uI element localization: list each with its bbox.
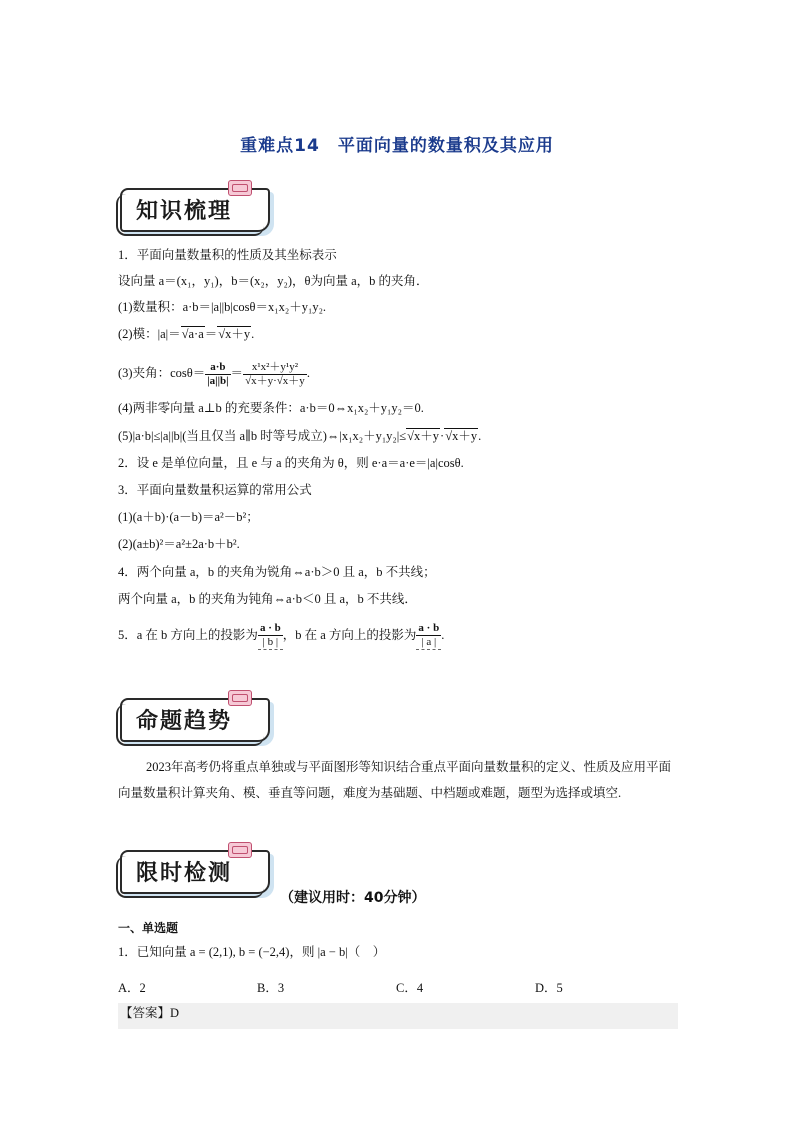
knowledge-line-12: 4．两个向量 a，b 的夹角为锐角⇔a·b＞0 且 a，b 不共线； xyxy=(118,565,436,579)
cauchy-inequality-text: (5)|a·b|≤|a||b|(当且仅当 a∥b 时等号成立)⇔|x₁x₂＋y₁y₂|≤ xyxy=(118,429,407,443)
angle-label: (3)夹角：cosθ＝ xyxy=(118,366,206,380)
option-a[interactable]: A．2 xyxy=(118,981,146,995)
modulus-label: (2)模：|a|＝ xyxy=(118,327,181,341)
suggested-time: （建议用时：40分钟） xyxy=(280,890,426,906)
projection-fraction-1 xyxy=(258,622,283,650)
period: . xyxy=(478,429,482,443)
cos-fraction-2 xyxy=(243,361,307,388)
knowledge-line-4 xyxy=(118,325,254,343)
answer-box: 【答案】D xyxy=(118,1003,678,1029)
equals-sign: ＝ xyxy=(204,327,218,341)
option-b[interactable]: B．3 xyxy=(257,981,285,995)
knowledge-line-1: 1．平面向量数量积的性质及其坐标表示 xyxy=(118,248,337,262)
section-title-test: 限时检测 xyxy=(136,860,233,886)
trend-paragraph: 2023年高考仍将重点单独或与平面图形等知识结合重点平面向量数量积的定义、性质及应用平面向量数量积计算夹角、模、垂直等问题，难度为基础题、中档题或难题，题型为选择或填空. xyxy=(118,760,672,800)
projection-text-1: 5．a 在 b 方向上的投影为 xyxy=(118,628,258,642)
period: . xyxy=(251,327,255,341)
sqrt-x-plus-y: √x＋y xyxy=(445,429,478,443)
knowledge-line-8: 2．设 e 是单位向量，且 e 与 a 的夹角为 θ，则 e·a＝a·e＝|a|cosθ. xyxy=(118,456,464,470)
section-title-knowledge: 知识梳理 xyxy=(136,198,233,224)
fraction-numerator: x¹x²＋y¹y² xyxy=(243,361,307,375)
fraction-numerator: a · b xyxy=(259,622,281,635)
period: . xyxy=(306,366,310,380)
section-banner-knowledge xyxy=(120,180,270,232)
fraction-numerator: a · b xyxy=(418,622,440,635)
dot-operator: · xyxy=(440,429,445,443)
fraction-denominator: |a||b| xyxy=(207,374,229,387)
question-1: 1．已知向量 a = (2,1), b = (−2,4)，则 |a − b|（ ） xyxy=(118,945,386,959)
knowledge-line-11: (2)(a±b)²＝a²±2a·b＋b². xyxy=(118,537,240,551)
period: . xyxy=(441,628,445,642)
fraction-denominator: | b | xyxy=(262,636,279,649)
knowledge-line-5 xyxy=(118,356,310,390)
fraction-numerator: a·b xyxy=(205,361,230,375)
knowledge-line-14 xyxy=(118,618,444,652)
sqrt-x-plus-y: √x＋y xyxy=(407,429,440,443)
option-d[interactable]: D．5 xyxy=(535,981,563,995)
sqrt-a-dot-a: √a·a xyxy=(181,327,204,341)
knowledge-line-3: (1)数量积：a·b＝|a||b|cosθ＝x₁x₂＋y₁y₂. xyxy=(118,300,327,314)
projection-fraction-2 xyxy=(416,622,441,650)
option-c[interactable]: C．4 xyxy=(396,981,424,995)
section-banner-trend xyxy=(120,690,270,742)
fraction-denominator: √x＋y·√x＋y xyxy=(245,374,305,387)
question-section-heading: 一、单选题 xyxy=(118,921,179,935)
knowledge-line-6: (4)两非零向量 a⊥b 的充要条件：a·b＝0⇔x₁x₂＋y₁y₂＝0. xyxy=(118,401,424,415)
knowledge-line-2: 设向量 a＝(x₁，y₁)，b＝(x₂，y₂)，θ为向量 a，b 的夹角． xyxy=(118,274,429,288)
section-banner-test xyxy=(120,842,270,894)
knowledge-line-7 xyxy=(118,427,481,445)
sqrt-x-plus-y: √x＋y xyxy=(218,327,251,341)
knowledge-line-13: 两个向量 a，b 的夹角为钝角⇔a·b＜0 且 a，b 不共线． xyxy=(118,592,417,606)
page-title: 重难点14 平面向量的数量积及其应用 xyxy=(240,136,554,156)
equals-sign: ＝ xyxy=(230,366,244,380)
cos-fraction-1 xyxy=(205,361,230,388)
projection-text-2: ，b 在 a 方向上的投影为 xyxy=(282,628,417,642)
knowledge-line-10: (1)(a＋b)·(a－b)＝a²－b²； xyxy=(118,510,259,524)
knowledge-line-9: 3．平面向量数量积运算的常用公式 xyxy=(118,483,312,497)
section-title-trend: 命题趋势 xyxy=(136,708,233,734)
fraction-denominator: | a | xyxy=(421,636,437,649)
